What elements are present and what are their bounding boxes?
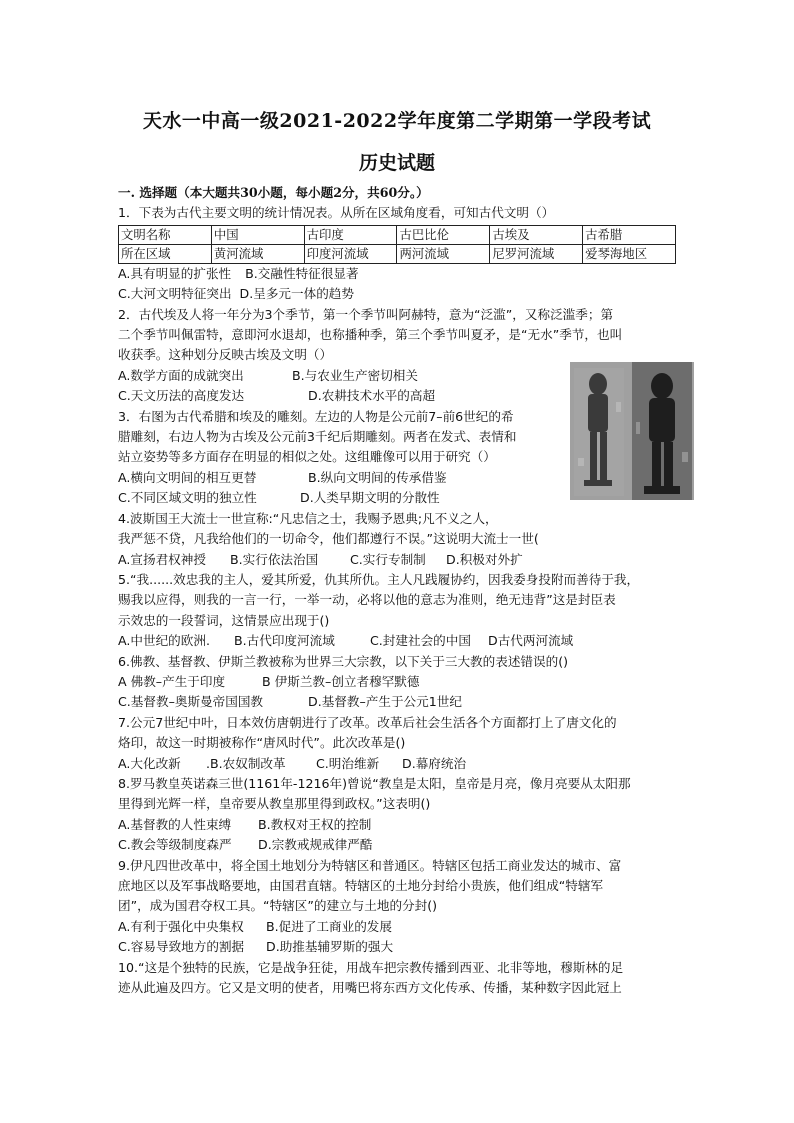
q3-line-2: 腊雕刻，右边人物为古埃及公元前3千纪后期雕刻。两者在发式、表情和 <box>118 429 517 445</box>
q7-option-b: .B.农奴制改革 <box>206 755 286 771</box>
q8-line-1: 8.罗马教皇英诺森三世(1161年-1216年)曾说“教皇是太阳，皇帝是月亮，像月亮要从太阳那 <box>118 775 631 791</box>
exam-title: 天水一中高一级2021-2022学年度第二学期第一学段考试 <box>142 110 652 132</box>
q3-option-b: B.纵向文明间的传承借鉴 <box>308 469 447 485</box>
table-row <box>119 244 676 263</box>
q9-line-2: 庶地区以及军事战略要地，由国君直辖。特辖区的土地分封给小贵族，他们组成“特辖军 <box>118 878 604 893</box>
q6-option-a: A 佛教–产生于印度 <box>118 673 226 689</box>
q9-option-b: B.促进了工商业的发展 <box>266 918 392 934</box>
q9-options-cd <box>118 937 678 957</box>
q4-option-c: C.实行专制制 <box>350 551 426 567</box>
table-cell: 古希腊 <box>583 225 676 244</box>
q10-line-1: 10.“这是个独特的民族，它是战争狂徒，用战车把宗教传播到西亚、北非等地，穆斯林的足 <box>118 959 624 975</box>
q2-option-c: C.天文历法的高度发达 <box>118 388 245 404</box>
q2-option-b: B.与农业生产密切相关 <box>292 367 418 383</box>
exam-subtitle: 历史试题 <box>358 152 435 174</box>
q6-options-cd <box>118 692 678 712</box>
q6-option-d: D.基督教–产生于公元1世纪 <box>308 694 462 710</box>
q8-options-ab <box>118 815 678 835</box>
table-cell: 古巴比伦 <box>397 225 490 244</box>
table-cell: 古埃及 <box>490 225 583 244</box>
q7-options <box>118 754 678 774</box>
q7-option-c: C.明治维新 <box>316 755 380 771</box>
q3-option-a: A.横向文明间的相互更替 <box>118 469 257 485</box>
q8-options-cd <box>118 835 678 855</box>
q1-option-b: B.交融性特征很显著 <box>245 265 359 281</box>
q5-options <box>118 631 678 651</box>
q3-option-d: D.人类早期文明的分散性 <box>300 490 440 506</box>
q9-option-d: D.助推基辅罗斯的强大 <box>266 939 394 955</box>
q5-option-b: B.古代印度河流域 <box>234 633 335 649</box>
q3-options-ab <box>118 468 564 488</box>
q6-option-b: B 伊斯兰教–创立者穆罕默德 <box>262 673 420 689</box>
q2-line-3: 收获季。这种划分反映古埃及文明（） <box>118 347 333 363</box>
q6-options-ab <box>118 672 678 692</box>
q8-option-d: D.宗教戒规戒律严酷 <box>258 837 373 853</box>
q9-option-c: C.容易导致地方的割据 <box>118 939 245 955</box>
q3-option-c: C.不同区域文明的独立性 <box>118 490 257 506</box>
q2-line-1: 2．古代埃及人将一年分为3个季节，第一个季节叫阿赫特，意为“泛滥”，又称泛滥季；第 <box>118 306 614 322</box>
q4-options <box>118 550 678 570</box>
q2-options-ab <box>118 366 678 386</box>
q10-line-2: 迹从此遍及四方。它又是文明的使者，用嘴巴将东西方文化传承、传播，某种数字因此冠上 <box>118 980 622 996</box>
table-cell: 印度河流域 <box>304 244 397 263</box>
q1-options-cd <box>118 284 678 304</box>
q7-line-2: 烙印，故这一时期被称作“唐风时代”。此次改革是() <box>118 735 406 751</box>
q1-option-d: D.呈多元一体的趋势 <box>239 286 354 302</box>
table-cell: 文明名称 <box>119 225 212 244</box>
q8-line-2: 里得到光辉一样，皇帝要从教皇那里得到政权。”这表明() <box>118 796 431 812</box>
q9-line-1: 9.伊凡四世改革中，将全国土地划分为特辖区和普通区。特辖区包括工商业发达的城市、富 <box>118 857 622 873</box>
table-cell: 古印度 <box>304 225 397 244</box>
q9-option-a: A.有利于强化中央集权 <box>118 918 244 934</box>
table-cell: 所在区域 <box>119 244 212 263</box>
q7-option-a: A.大化改新 <box>118 755 181 771</box>
q4-line-2: 我严惩不贷，凡我给他们的一切命令，他们都遵行不误。”这说明大流士一世( <box>118 531 539 547</box>
q9-options-ab <box>118 917 678 937</box>
q5-line-3: 示效忠的一段誓词，这情景应出现于() <box>118 612 330 628</box>
q8-option-c: C.教会等级制度森严 <box>118 837 232 853</box>
q3-line-3: 站立姿势等多方面存在明显的相似之处。这组雕像可以用于研究（） <box>118 449 496 465</box>
q4-option-b: B.实行依法治国 <box>230 551 319 567</box>
question-list <box>118 183 678 998</box>
q3-options-cd <box>118 488 564 508</box>
q2-option-a: A.数学方面的成就突出 <box>118 367 244 383</box>
q6-option-c: C.基督教–奥斯曼帝国国教 <box>118 694 264 710</box>
q5-option-a: A.中世纪的欧洲. <box>118 633 210 649</box>
q3-line-1: 3．右图为古代希腊和埃及的雕刻。左边的人物是公元前7–前6世纪的希 <box>118 408 514 424</box>
q1-option-c: C.大河文明特征突出 <box>118 286 232 302</box>
q2-option-d: D.农耕技术水平的高超 <box>308 388 436 404</box>
q5-line-1: 5.“我......效忠我的主人，爱其所爱，仇其所仇。主人凡践履协约，因我委身投附而善待于我， <box>118 571 640 587</box>
civilization-table <box>118 225 676 264</box>
table-cell: 尼罗河流域 <box>490 244 583 263</box>
q1-option-a: A.具有明显的扩张性 <box>118 265 232 281</box>
q5-line-2: 赐我以应得，则我的一言一行，一举一动，必将以他的意志为准则，绝无违背”这是封臣表 <box>118 592 616 608</box>
q2-options-cd <box>118 386 678 406</box>
q2-line-2: 二个季节叫佩雷特，意即河水退却，也称播种季，第三个季节叫夏矛，是“无水”季节，也叫 <box>118 327 623 343</box>
table-cell: 爱琴海地区 <box>583 244 676 263</box>
q4-option-d: D.积极对外扩 <box>446 551 523 567</box>
table-cell: 中国 <box>211 225 304 244</box>
section-heading: 一. 选择题（本大题共30小题，每小题2分，共60分。） <box>118 185 429 200</box>
q7-line-1: 7.公元7世纪中叶，日本效仿唐朝进行了改革。改革后社会生活各个方面都打上了唐文化的 <box>118 714 617 730</box>
table-cell: 黄河流域 <box>211 244 304 263</box>
q5-option-c: C.封建社会的中国 <box>370 633 471 649</box>
q5-option-d: D古代两河流域 <box>488 633 574 649</box>
q4-line-1: 4.波斯国王大流士一世宣称:“凡忠信之士，我赐予恩典;凡不义之人， <box>118 510 498 526</box>
q1-options-ab <box>118 264 678 284</box>
q1-stem: 1．下表为古代主要文明的统计情况表。从所在区域角度看，可知古代文明（） <box>118 205 555 221</box>
q8-option-b: B.教权对王权的控制 <box>258 816 372 832</box>
q4-option-a: A.宣扬君权神授 <box>118 551 206 567</box>
q7-option-d: D.幕府统治 <box>402 755 467 771</box>
table-row <box>119 225 676 244</box>
q9-line-3: 团”，成为国君夺权工具。“特辖区”的建立与土地的分封() <box>118 898 438 914</box>
q8-option-a: A.基督教的人性束缚 <box>118 816 232 832</box>
q6-line-1: 6.佛教、基督教、伊斯兰教被称为世界三大宗教，以下关于三大教的表述错误的() <box>118 653 569 669</box>
table-cell: 两河流域 <box>397 244 490 263</box>
